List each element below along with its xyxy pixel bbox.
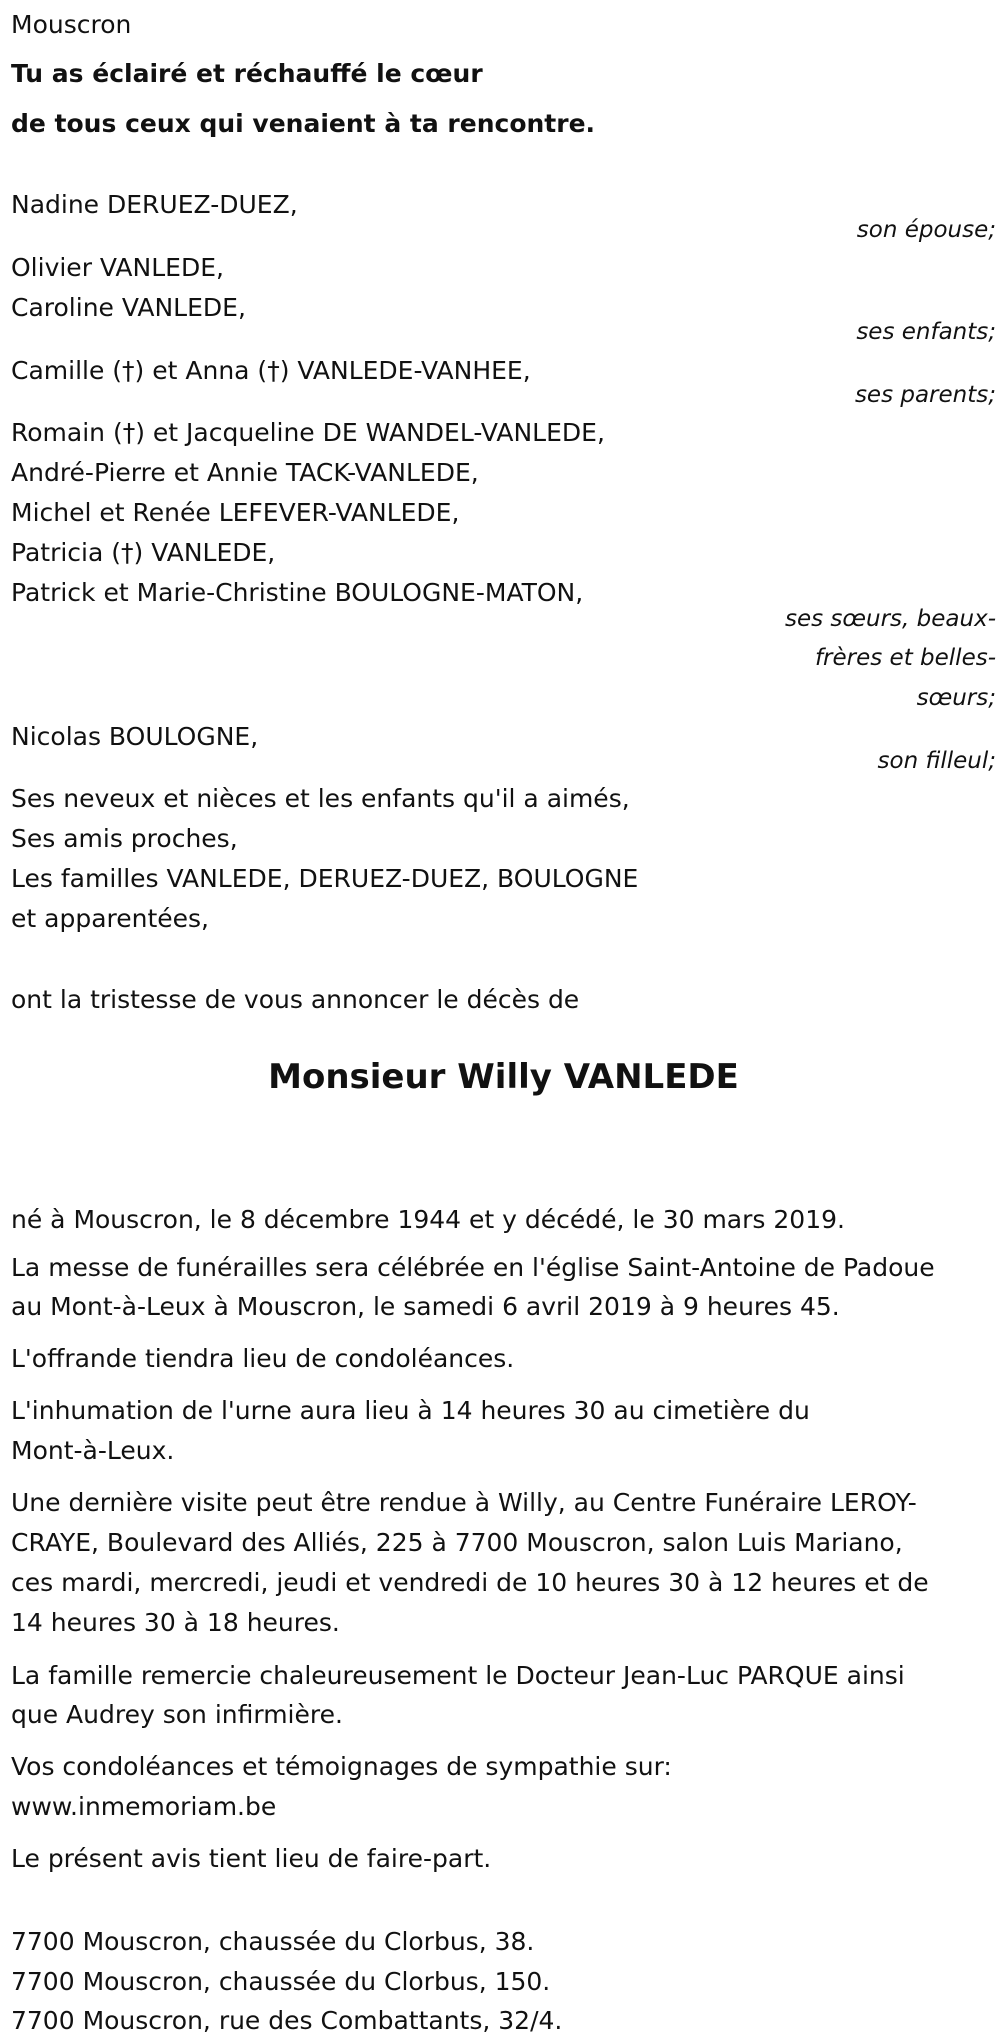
paragraph-line: L'inhumation de l'urne aura lieu à 14 heures 30 au cimetière du [11,1396,810,1425]
family-name-line: Ses neveux et nièces et les enfants qu'il a aimés, [11,784,630,813]
address-line: 7700 Mouscron, chaussée du Clorbus, 38. [11,1927,535,1956]
address-line: 7700 Mouscron, rue des Combattants, 32/4. [11,2006,563,2035]
paragraph-line: Une dernière visite peut être rendue à Willy, au Centre Funéraire LEROY- [11,1488,917,1517]
paragraph-line: né à Mouscron, le 8 décembre 1944 et y décédé, le 30 mars 2019. [11,1205,845,1234]
paragraph-line: 14 heures 30 à 18 heures. [11,1608,340,1637]
deceased-name: Monsieur Willy VANLEDE [268,1057,739,1097]
quote-line: de tous ceux qui venaient à ta rencontre. [11,109,596,138]
paragraph-line: CRAYE, Boulevard des Alliés, 225 à 7700 Mouscron, salon Luis Mariano, [11,1528,903,1557]
paragraph-line: L'offrande tiendra lieu de condoléances. [11,1344,515,1373]
family-name-line: Nadine DERUEZ-DUEZ, [11,190,298,219]
paragraph-line: www.inmemoriam.be [11,1792,277,1821]
family-name-line: Patrick et Marie-Christine BOULOGNE-MATON, [11,578,584,607]
relation-label: ses parents; [854,382,996,408]
paragraph-line: ces mardi, mercredi, jeudi et vendredi de 10 heures 30 à 12 heures et de [11,1568,929,1597]
relation-label: ses enfants; [856,319,996,345]
paragraph-line: Vos condoléances et témoignages de sympathie sur: [11,1752,672,1781]
family-name-line: Olivier VANLEDE, [11,253,224,282]
family-name-line: Caroline VANLEDE, [11,293,246,322]
relation-label: son épouse; [856,217,996,243]
paragraph-line: Mont-à-Leux. [11,1436,175,1465]
city-line: Mouscron [11,10,132,39]
paragraph-line: au Mont-à-Leux à Mouscron, le samedi 6 avril 2019 à 9 heures 45. [11,1292,840,1321]
family-name-line: et apparentées, [11,904,209,933]
relation-label: ses sœurs, beaux- [784,606,996,632]
relation-label: sœurs; [916,685,996,711]
paragraph-line: La famille remercie chaleureusement le Docteur Jean-Luc PARQUE ainsi [11,1661,905,1690]
paragraph-line: La messe de funérailles sera célébrée en l'église Saint-Antoine de Padoue [11,1253,935,1282]
paragraph-line: Le présent avis tient lieu de faire-part. [11,1844,492,1873]
family-name-line: Les familles VANLEDE, DERUEZ-DUEZ, BOULOGNE [11,864,639,893]
relation-label: frères et belles- [814,645,996,671]
family-name-line: Camille (†) et Anna (†) VANLEDE-VANHEE, [11,356,531,385]
family-name-line: Nicolas BOULOGNE, [11,722,259,751]
family-name-line: André-Pierre et Annie TACK-VANLEDE, [11,458,479,487]
family-name-line: Michel et Renée LEFEVER-VANLEDE, [11,498,460,527]
family-name-line: Patricia (†) VANLEDE, [11,538,276,567]
announcement-line: ont la tristesse de vous annoncer le décès de [11,985,580,1014]
family-name-line: Romain (†) et Jacqueline DE WANDEL-VANLEDE, [11,418,605,447]
family-name-line: Ses amis proches, [11,824,238,853]
paragraph-line: que Audrey son infirmière. [11,1700,343,1729]
address-line: 7700 Mouscron, chaussée du Clorbus, 150. [11,1967,551,1996]
quote-line: Tu as éclairé et réchauffé le cœur [11,59,483,88]
relation-label: son filleul; [877,748,996,774]
